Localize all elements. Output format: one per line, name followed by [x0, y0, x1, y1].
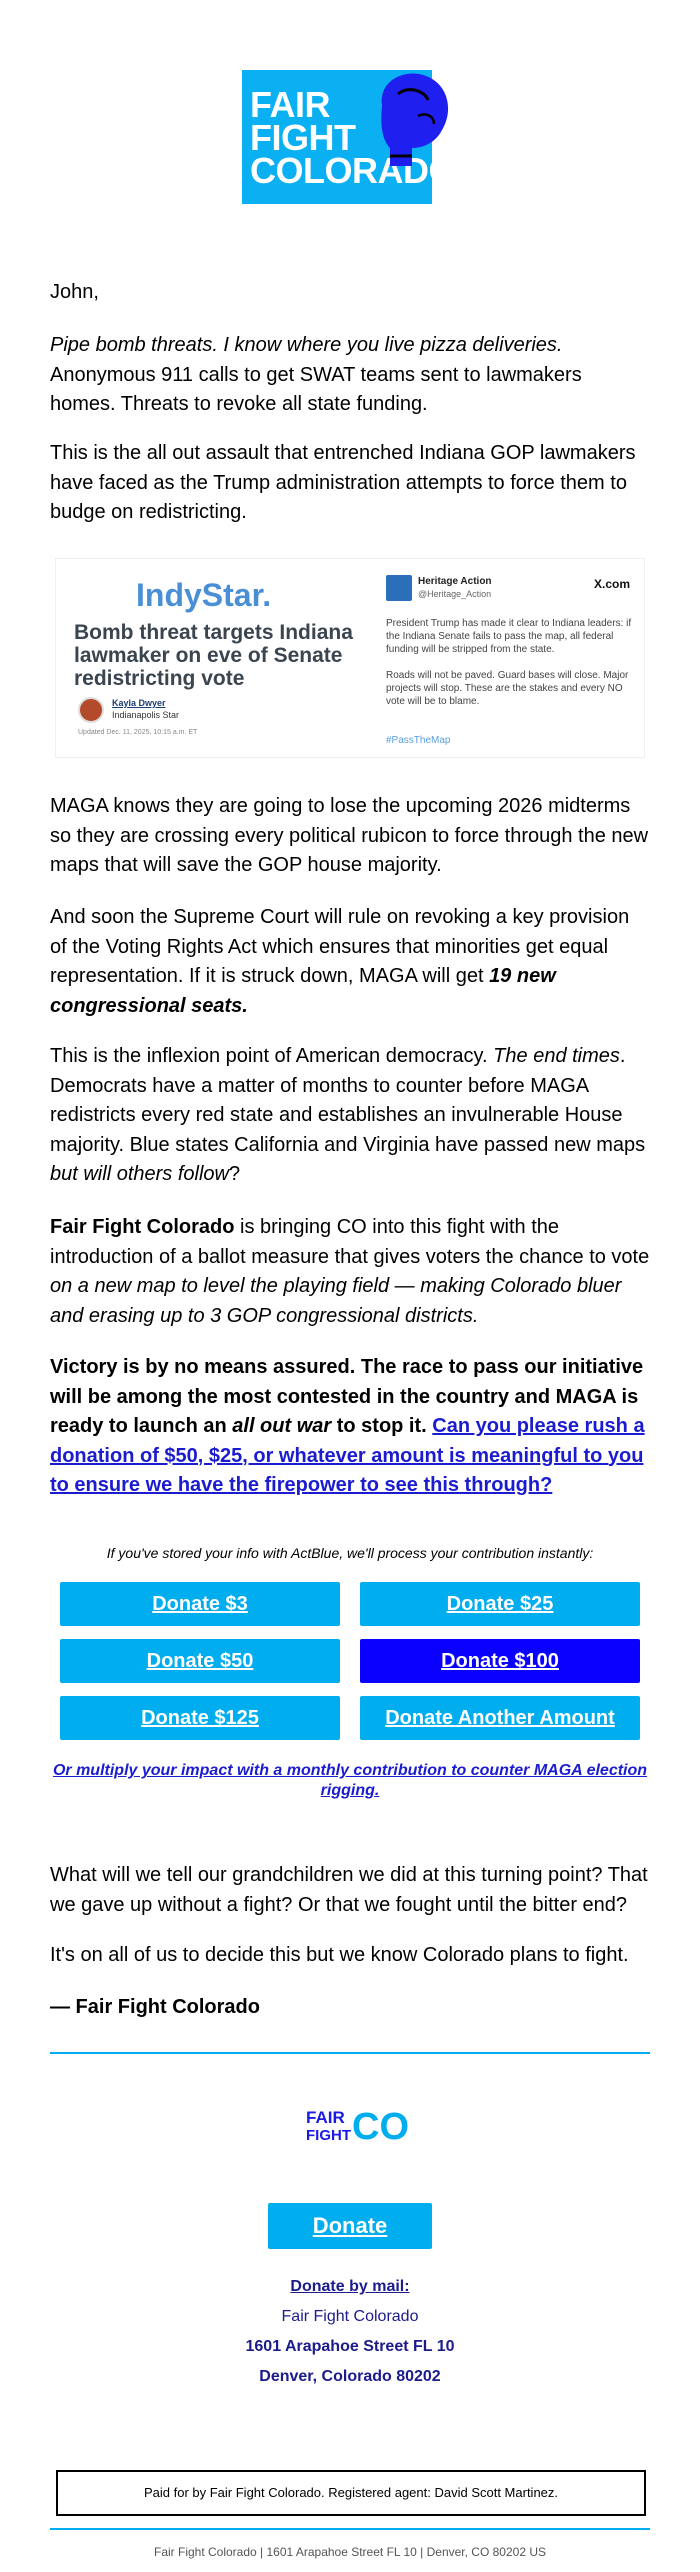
paragraph-6 [50, 1213, 650, 1331]
paragraph-5-text-c: ? [228, 1163, 241, 1185]
divider-top [50, 2052, 650, 2054]
paragraph-7-text-a: Victory is by no means assured. The race to pass our initiative will be among the most contested in the country and MAGA is ready to launch an [50, 1356, 644, 1437]
paragraph-8 [50, 1861, 650, 1920]
paid-for-disclaimer: Paid for by Fair Fight Colorado. Registered agent: David Scott Martinez. [56, 2470, 646, 2516]
paragraph-6-text: is bringing CO into this fight with the introduction of a ballot measure that gives voters the chance to vote [50, 1216, 650, 1268]
indystar-article [56, 559, 376, 759]
paragraph-2-text: This is the all out assault that entrenched Indiana GOP lawmakers have faced as the Trump administration attempts to force them to budge on redistricting. [50, 442, 636, 523]
paragraph-4-emphasis: 19 new congressional seats. [50, 965, 556, 1017]
donate-3-button[interactable]: Donate $3 [60, 1582, 340, 1626]
greeting: John, [50, 281, 99, 303]
news-screenshot-image [55, 558, 645, 758]
donate-another-amount-button[interactable]: Donate Another Amount [360, 1696, 640, 1740]
mail-org-name: Fair Fight Colorado [281, 2308, 419, 2325]
logo-line-fair: FAIR [250, 84, 331, 125]
paragraph-1 [50, 331, 650, 420]
paragraph-7-italic: all out war [232, 1415, 332, 1437]
footer-logo-fight: FIGHT [306, 2127, 351, 2144]
paragraph-5-text-b: . Democrats have a matter of months to counter before MAGA redistricts every red state and establishes an invulnerable House majority. Blue states California and Virginia have passed new maps [50, 1045, 646, 1156]
article-headline: Bomb threat targets Indiana lawmaker on eve of Senate redistricting vote [74, 621, 353, 690]
tweet-paragraph-2: Roads will not be paved. Guard bases will close. Major projects will stop. These are the stakes and every NO vote will be to blame. [386, 670, 629, 707]
fair-fight-colorado-logo [238, 66, 458, 206]
paragraph-9 [50, 1941, 650, 1971]
article-author [112, 697, 179, 721]
paragraph-3-text: MAGA knows they are going to lose the upcoming 2026 midterms so they are crossing every political rubicon to force through the new maps that will save the GOP house majority. [50, 795, 649, 876]
paragraph-1-text: Anonymous 911 calls to get SWAT teams sent to lawmakers homes. Threats to revoke all state funding. [50, 363, 582, 415]
tweet-hashtag: #PassTheMap [386, 735, 451, 746]
paragraph-5-italic-a: The end times [493, 1045, 620, 1067]
letter-body [50, 278, 650, 308]
boxing-glove-icon [368, 66, 456, 174]
paragraph-2 [50, 439, 650, 528]
heritage-action-avatar [386, 575, 412, 601]
monthly-contribution-wrap [50, 1761, 650, 1801]
x-logo: X.com [593, 577, 630, 591]
footer-address: Fair Fight Colorado | 1601 Arapahoe Street FL 10 | Denver, CO 80202 US [153, 2545, 546, 2559]
paragraph-5 [50, 1042, 650, 1190]
paragraph-1-italic: Pipe bomb threats. I know where you live pizza deliveries. [50, 334, 563, 356]
paragraph-4-text: And soon the Supreme Court will rule on revoking a key provision of the Voting Rights Act which ensures that minorities get equal representation. If it is struck down, MAGA will get [50, 906, 630, 987]
indystar-logo: IndyStar. [136, 577, 272, 613]
footer-logo-fair: FAIR [306, 2108, 345, 2127]
signoff [50, 1993, 650, 2023]
author-avatar [78, 697, 104, 723]
mail-city: Denver, Colorado 80202 [259, 2368, 441, 2385]
paragraph-9-text: It's on all of us to decide this but we know Colorado plans to fight. [50, 1944, 629, 1966]
author-name: Kayla Dwyer [112, 698, 166, 708]
donate-100-button[interactable]: Donate $100 [360, 1639, 640, 1683]
paragraph-7 [50, 1353, 650, 1501]
article-updated: Updated Dec. 11, 2025, 10:15 a.m. ET [78, 729, 198, 736]
tweet-body [386, 617, 636, 708]
author-org: Indianapolis Star [112, 710, 180, 720]
mail-address-block [0, 2272, 700, 2392]
paragraph-6-org: Fair Fight Colorado [50, 1216, 235, 1238]
tweet-card [376, 565, 644, 753]
mail-street: 1601 Arapahoe Street FL 10 [245, 2338, 455, 2355]
actblue-note: If you've stored your info with ActBlue, we'll process your contribution instantly: [106, 1545, 594, 1561]
tweet-handle: @Heritage_Action [418, 589, 492, 599]
paragraph-7-text-b: to stop it. [331, 1415, 433, 1437]
tweet-author-name: Heritage Action [418, 576, 492, 587]
logo-line-fight: FIGHT [250, 117, 356, 158]
tweet-paragraph-1: President Trump has made it clear to Indiana leaders: if the Indiana Senate fails to pass the map, all federal funding will be stripped from the state. [386, 618, 632, 655]
monthly-contribution-link[interactable]: Or multiply your impact with a monthly contribution to counter MAGA election rigging. [52, 1762, 648, 1799]
signoff-text: — Fair Fight Colorado [50, 1996, 260, 2018]
donate-125-button[interactable]: Donate $125 [60, 1696, 340, 1740]
paragraph-4 [50, 903, 650, 1021]
donate-25-button[interactable]: Donate $25 [360, 1582, 640, 1626]
logo-line-colorado: COLORADO [250, 150, 456, 191]
donate-by-mail-link[interactable]: Donate by mail: [290, 2278, 410, 2295]
rush-donation-link[interactable]: Can you please rush a donation of $50, $25, or whatever amount is meaningful to you to ensure we have the firepower to see this through? [50, 1415, 645, 1496]
divider-bottom [50, 2528, 650, 2530]
paragraph-5-text-a: This is the inflexion point of American democracy. [50, 1045, 494, 1067]
paragraph-3 [50, 792, 650, 881]
footer-donate-button[interactable]: Donate [268, 2203, 432, 2249]
footer-logo-co: CO [352, 2106, 409, 2148]
donate-50-button[interactable]: Donate $50 [60, 1639, 340, 1683]
paragraph-5-italic-b: but will others follow [50, 1163, 229, 1185]
paragraph-8-text: What will we tell our grandchildren we did at this turning point? That we gave up without a fight? Or that we fought until the bitter end? [50, 1864, 648, 1916]
paragraph-6-italic: on a new map to level the playing field — making Colorado bluer and erasing up to 3 GOP congressional districts. [50, 1275, 622, 1327]
footer-logo [306, 2106, 409, 2151]
